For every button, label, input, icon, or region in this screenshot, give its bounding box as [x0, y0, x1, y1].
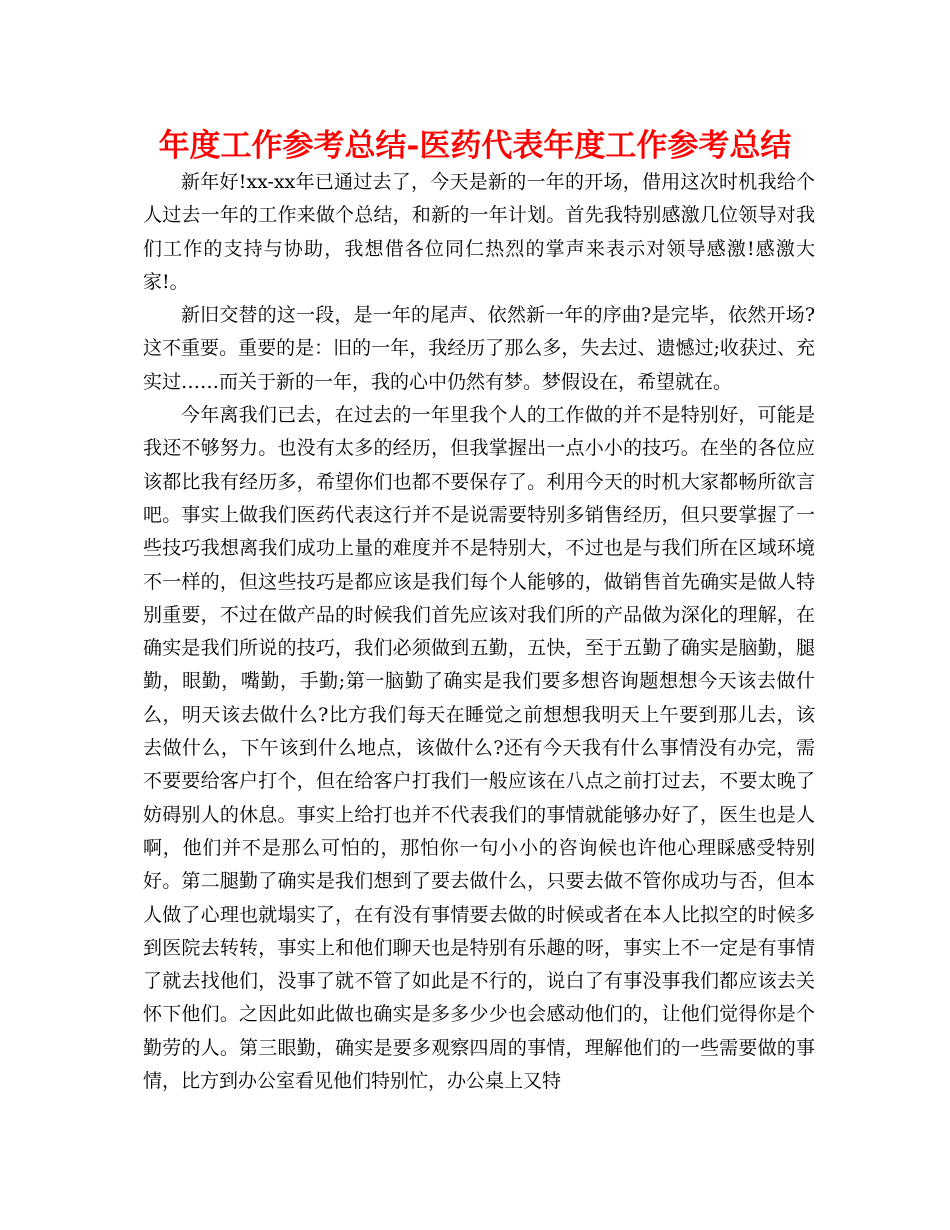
document-body: [143, 166, 815, 1098]
paragraph-3: 今年离我们已去，在过去的一年里我个人的工作做的并不是特别好，可能是我还不够努力。也没有太多的经历，但我掌握出一点小小的技巧。在坐的各位应该都比我有经历多，希望你们也都不要保存了。利用今天的时机大家都畅所欲言吧。事实上做我们医药代表这行并不是说需要特别多销售经历，但只要掌握了一些技巧我想离我们成功上量的难度并不是特别大，不过也是与我们所在区域环境不一样的，但这些技巧是都应该是我们每个人能够的，做销售首先确实是做人特别重要，不过在做产品的时候我们首先应该对我们所的产品做为深化的理解，在确实是我们所说的技巧，我们必须做到五勤，五快，至于五勤了确实是脑勤，腿勤，眼勤，嘴勤，手勤;第一脑勤了确实是我们要多想咨询题想想今天该去做什么，明天该去做什么?比方我们每天在睡觉之前想想我明天上午要到那儿去，该去做什么，下午该到什么地点，该做什么?还有今天我有什么事情没有办完，需不要要给客户打个，但在给客户打我们一般应该在八点之前打过去，不要太晚了妨碍别人的休息。事实上给打也并不代表我们的事情就能够办好了，医生也是人啊，他们并不是那么可怕的，那怕你一句小小的咨询候也许他心理睬感受特别好。第二腿勤了确实是我们想到了要去做什么，只要去做不管你成功与否，但本人做了心理也就塌实了，在有没有事情要去做的时候或者在本人比拟空的时候多到医院去转转，事实上和他们聊天也是特别有乐趣的呀，事实上不一定是有事情了就去找他们，没事了就不管了如此是不行的，说白了有事没事我们都应该去关怀下他们。之因此如此做也确实是多多少少也会感动他们的，让他们觉得你是个勤劳的人。第三眼勤，确实是要多观察四周的事情，理解他们的一些需要做的事情，比方到办公室看见他们特别忙，办公桌上又特: [143, 404, 815, 1093]
document-title: 年度工作参考总结-医药代表年度工作参考总结: [158, 128, 792, 164]
paragraph-1: 新年好!xx-xx年已通过去了，今天是新的一年的开场，借用这次时机我给个人过去一年的工作来做个总结，和新的一年计划。首先我特别感激几位领导对我们工作的支持与协助，我想借各位同仁热烈的掌声来表示对领导感激!感激大家!。: [143, 171, 815, 293]
paragraph-2: 新旧交替的这一段，是一年的尾声、依然新一年的序曲?是完毕，依然开场?这不重要。重要的是：旧的一年，我经历了那么多，失去过、遗憾过;收获过、充实过……而关于新的一年，我的心中仍然有梦。梦假设在，希望就在。: [143, 304, 815, 393]
